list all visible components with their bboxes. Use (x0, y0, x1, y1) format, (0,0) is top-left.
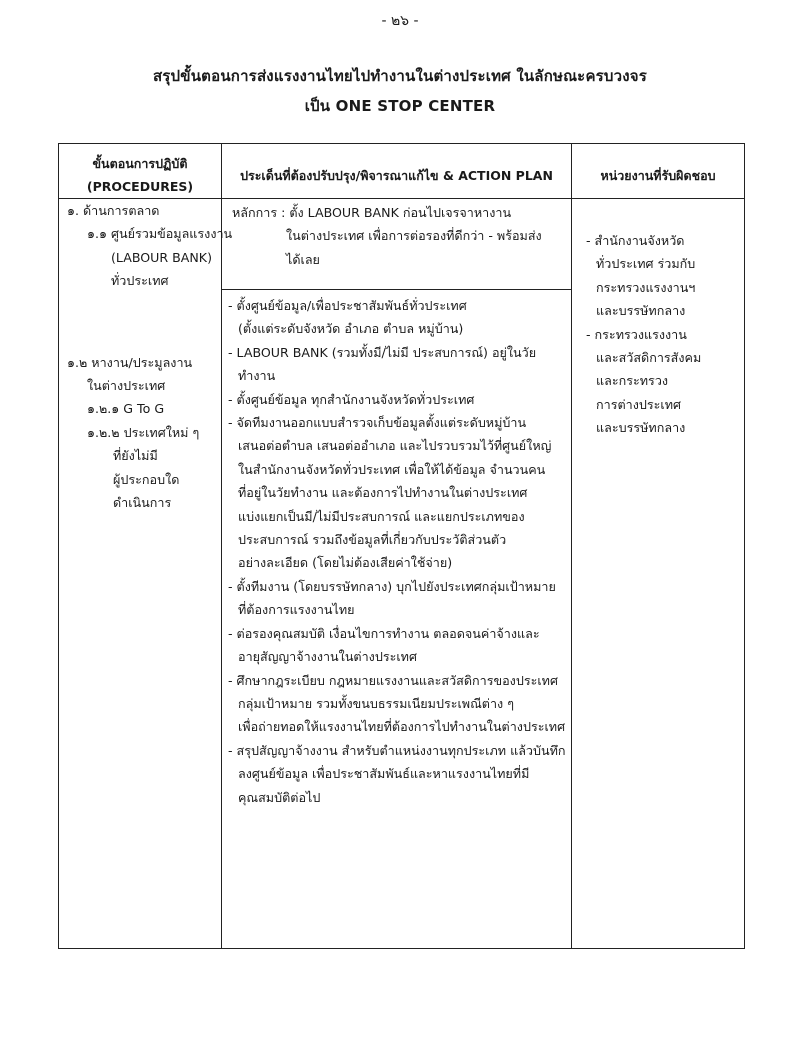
agency-line: และกระทรวง (596, 373, 669, 389)
document-subtitle: เป็น ONE STOP CENTER (304, 97, 496, 115)
principle-line: ในต่างประเทศ เพื่อการต่อรองที่ดีกว่า - พร้อมส่ง (286, 228, 542, 244)
action-line: - ตั้งศูนย์ข้อมูล/เพื่อประชาสัมพันธ์ทั่วประเทศ (228, 298, 467, 313)
action-line: ที่ต้องการแรงงานไทย (238, 602, 355, 618)
page-number: - ๒๖ - (381, 13, 419, 29)
procedure-item: ในต่างประเทศ (87, 378, 166, 394)
agency-cell (572, 199, 745, 949)
principle-box (222, 199, 571, 290)
header-agency (572, 144, 745, 199)
header-issues-text: ประเด็นที่ต้องปรับปรุง/พิจารณาแก้ไข & ACTION PLAN (240, 168, 553, 183)
action-line: - ต่อรองคุณสมบัติ เงื่อนไขการทำงาน ตลอดจนค่าจ้างและ (228, 625, 540, 641)
procedure-item: ๑.๒.๑ G To G (87, 401, 165, 417)
table-body-row (59, 199, 745, 949)
action-line: กลุ่มเป้าหมาย รวมทั้งขนบธรรมเนียมประเพณีต่าง ๆ (238, 695, 514, 711)
action-line: - ศึกษากฎระเบียบ กฎหมายแรงงานและสวัสดิการของประเทศ (228, 672, 558, 688)
header-agency-text: หน่วยงานที่รับผิดชอบ (600, 168, 716, 183)
procedures-cell (59, 199, 233, 949)
agency-line: และสวัสดิการสังคม (596, 350, 702, 366)
issues-cell (222, 199, 572, 949)
agency-line: - สำนักงานจังหวัด (586, 233, 685, 248)
action-line: - ตั้งทีมงาน (โดยบรรษัทกลาง) บุกไปยังประเทศกลุ่มเป้าหมาย (228, 578, 556, 594)
action-line: ที่อยู่ในวัยทำงาน และต้องการไปทำงานในต่างประเทศ (238, 485, 528, 501)
procedure-item: ๑. ด้านการตลาด (67, 203, 160, 218)
procedure-item: ดำเนินการ (113, 495, 172, 511)
agency-line: การต่างประเทศ (596, 396, 681, 412)
action-line: - LABOUR BANK (รวมทั้งมี/ไม่มี ประสบการณ์) อยู่ในวัย (228, 344, 537, 360)
action-line: ประสบการณ์ รวมถึงข้อมูลที่เกี่ยวกับประวัติส่วนตัว (238, 532, 507, 548)
header-procedures (59, 144, 222, 199)
header-issues (222, 144, 572, 199)
procedure-item: ๑.๑ ศูนย์รวมข้อมูลแรงงาน (87, 226, 233, 242)
action-line: แบ่งแยกเป็นมี/ไม่มีประสบการณ์ และแยกประเภทของ (238, 508, 525, 524)
document-title: สรุปขั้นตอนการส่งแรงงานไทยไปทำงานในต่างประเทศ ในลักษณะครบวงจร (152, 67, 648, 85)
procedure-item: ที่ยังไม่มี (113, 448, 158, 464)
agency-line: และบรรษัทกลาง (596, 420, 686, 436)
procedure-item: ทั่วประเทศ (111, 273, 169, 289)
action-line: คุณสมบัติต่อไป (238, 789, 321, 805)
agency-line: - กระทรวงแรงงาน (586, 326, 687, 342)
procedure-item: (LABOUR BANK) (111, 249, 212, 265)
action-line: - ตั้งศูนย์ข้อมูล ทุกสำนักงานจังหวัดทั่วประเทศ (228, 391, 475, 407)
action-line: - สรุปสัญญาจ้างงาน สำหรับตำแหน่งงานทุกประเภท แล้วบันทึก (228, 742, 566, 758)
action-line: อย่างละเอียด (โดยไม่ต้องเสียค่าใช้จ่าย) (238, 555, 453, 571)
action-plan-list (222, 290, 571, 809)
action-line: - จัดทีมงานออกแบบสำรวจเก็บข้อมูลตั้งแต่ระดับหมู่บ้าน (228, 415, 527, 431)
action-line: (ตั้งแต่ระดับจังหวัด อำเภอ ตำบล หมู่บ้าน) (238, 321, 464, 337)
action-line: เพื่อถ่ายทอดให้แรงงานไทยที่ต้องการไปทำงานในต่างประเทศ (238, 719, 566, 735)
procedure-item: ๑.๒.๒ ประเทศใหม่ ๆ (87, 424, 200, 440)
action-line: ในสำนักงานจังหวัดทั่วประเทศ เพื่อให้ได้ข้อมูล จำนวนคน (238, 461, 546, 477)
agency-line: และบรรษัทกลาง (596, 303, 686, 319)
table-header-row (59, 144, 745, 199)
procedure-item: ๑.๒ หางาน/ประมูลงาน (67, 354, 193, 370)
action-line: อายุสัญญาจ้างงานในต่างประเทศ (238, 649, 417, 665)
agency-line: ทั่วประเทศ ร่วมกับ (596, 256, 696, 272)
principle-line: หลักการ : ตั้ง LABOUR BANK ก่อนไปเจรจาหางาน (232, 205, 512, 220)
action-line: เสนอต่อตำบล เสนอต่ออำเภอ และไปรวบรวมไว้ที่ศูนย์ใหญ่ (238, 438, 552, 454)
procedure-item: ผู้ประกอบใด (113, 471, 180, 487)
agency-line: กระทรวงแรงงานฯ (596, 279, 696, 295)
action-line: ลงศูนย์ข้อมูล เพื่อประชาสัมพันธ์และหาแรงงานไทยที่มี (238, 766, 530, 782)
header-procedures-line2: (PROCEDURES) (86, 179, 194, 194)
header-procedures-line1: ขั้นตอนการปฏิบัติ (92, 156, 188, 171)
procedures-table (58, 143, 745, 949)
action-line: ทำงาน (238, 368, 276, 384)
principle-line: ได้เลย (286, 251, 320, 267)
